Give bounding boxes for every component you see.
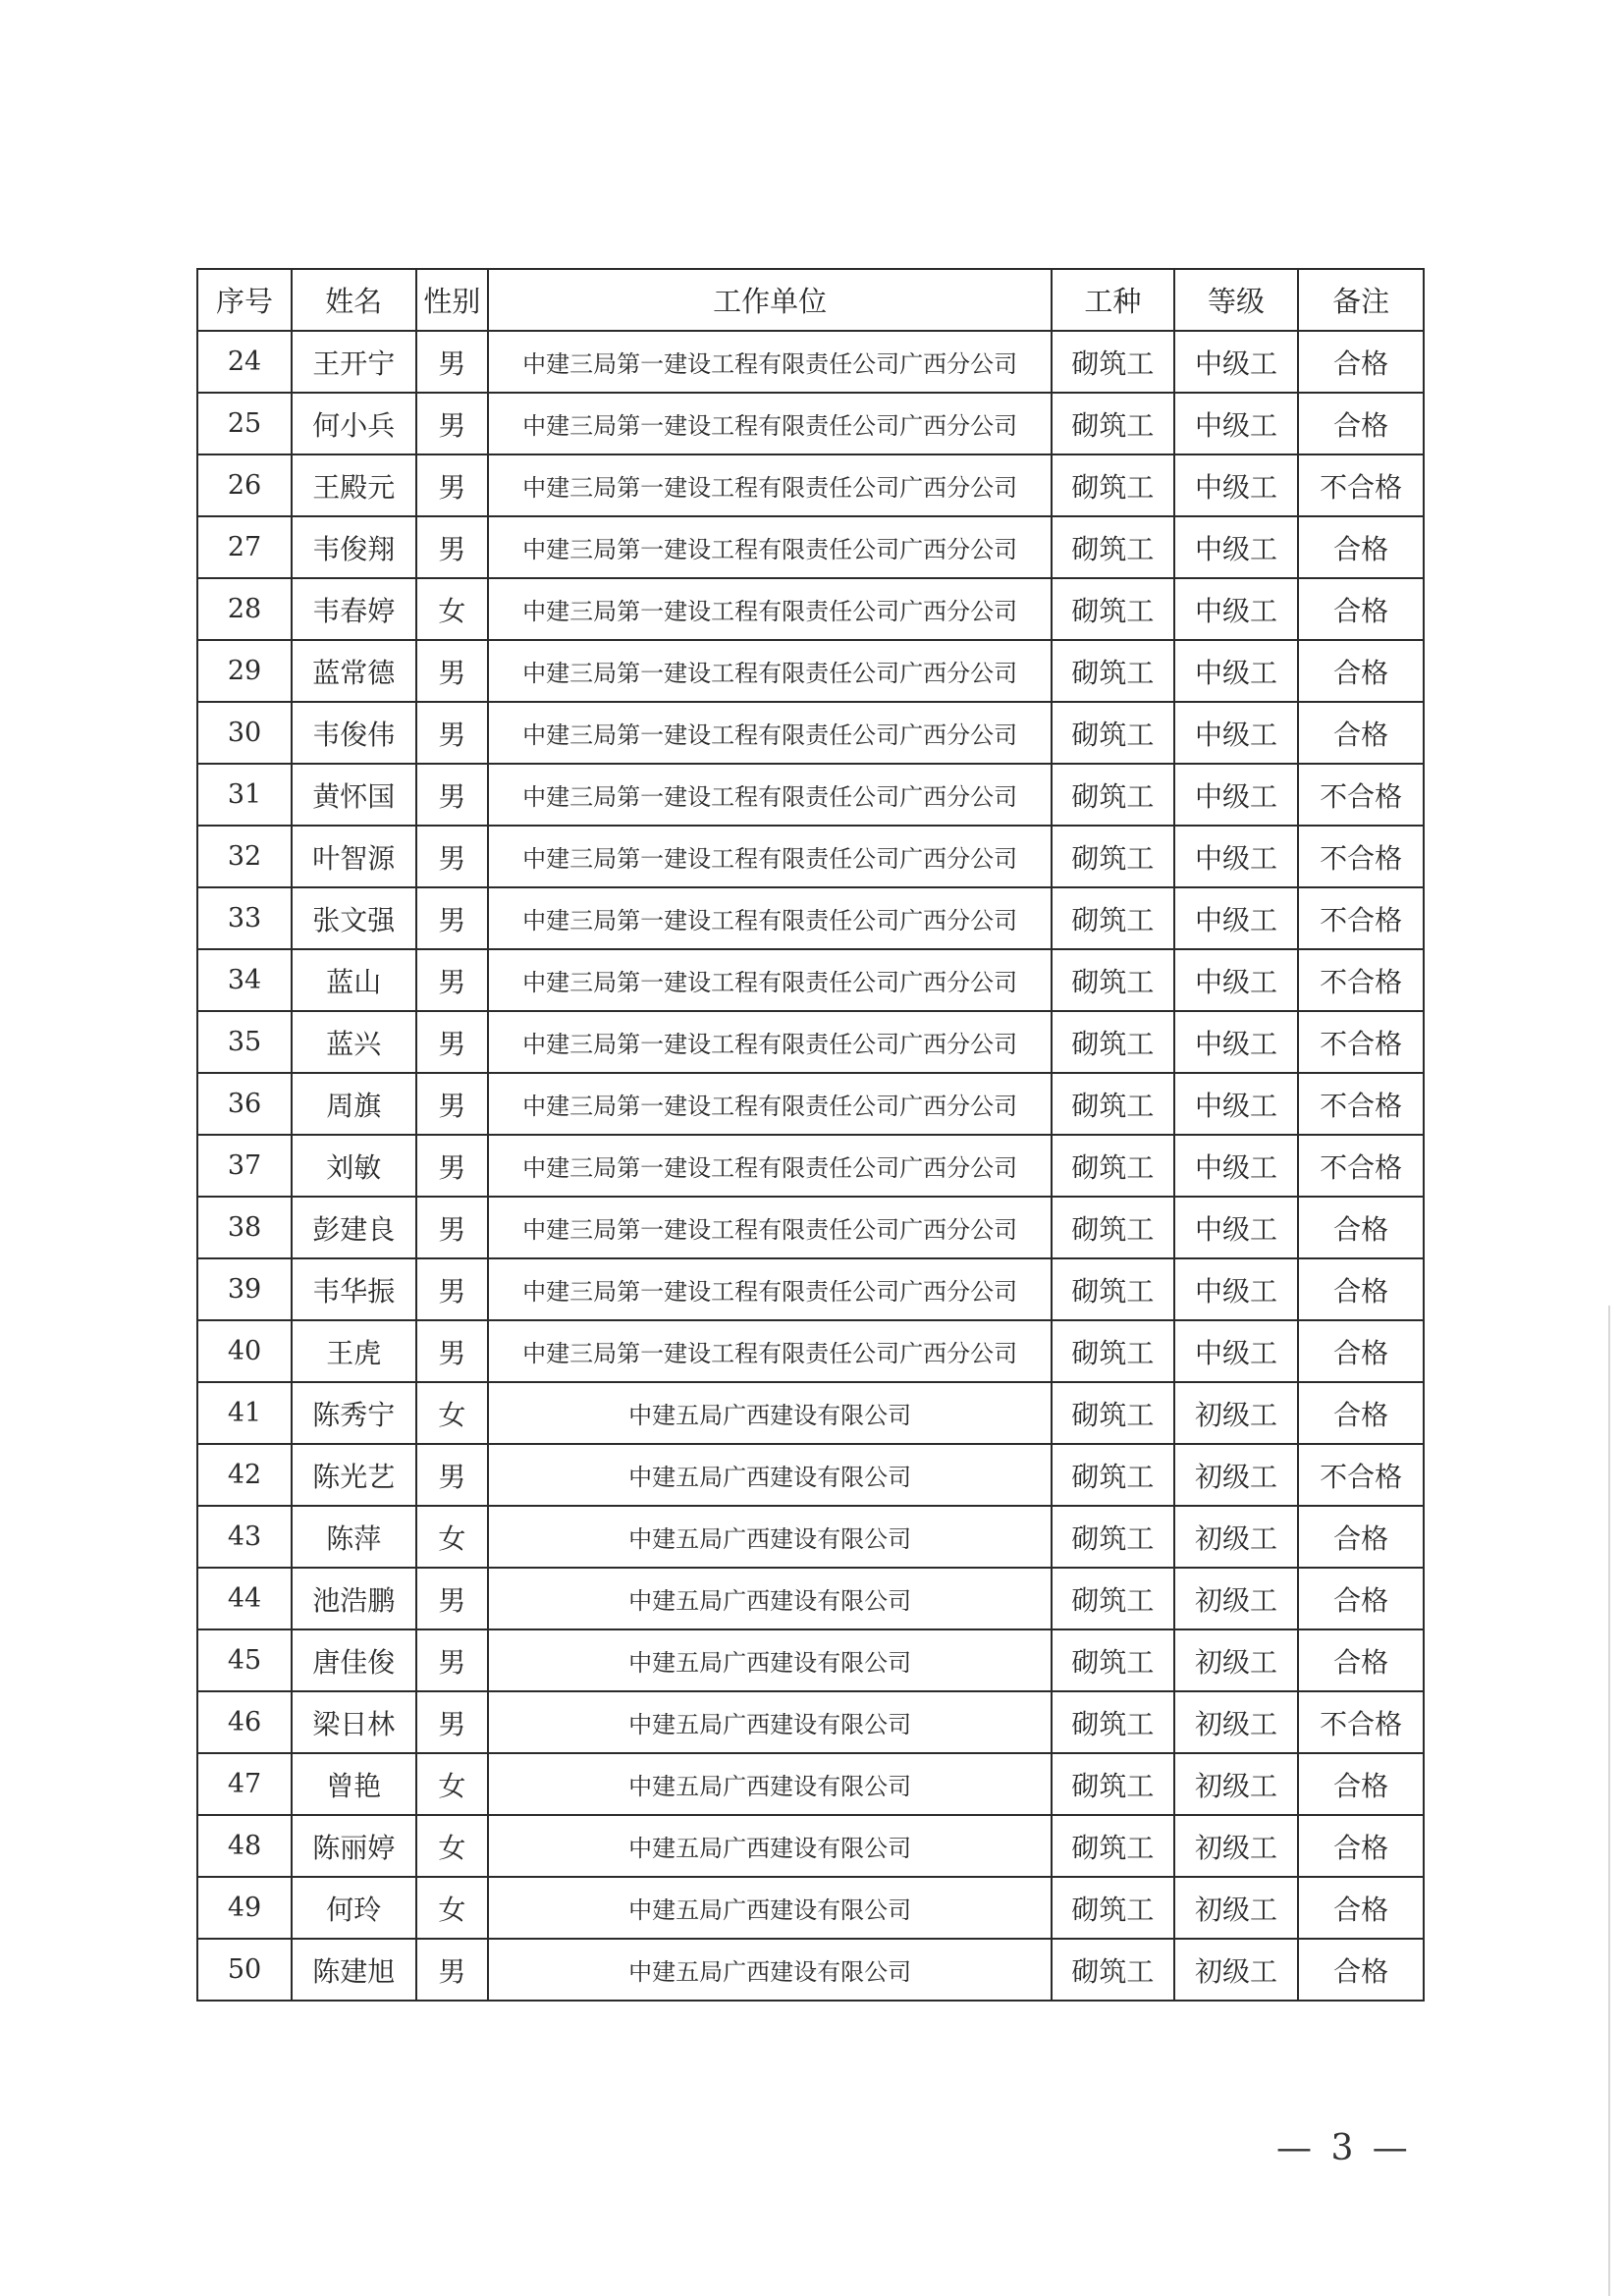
cell-employer: 中建三局第一建设工程有限责任公司广西分公司: [488, 516, 1052, 578]
cell-gender: 女: [416, 1753, 489, 1815]
cell-seq: 24: [197, 331, 292, 393]
table-row: [197, 1197, 1424, 1258]
cell-remark: 合格: [1298, 1815, 1424, 1877]
cell-level: 中级工: [1174, 1011, 1299, 1073]
cell-gender: 女: [416, 1877, 489, 1939]
cell-trade: 砌筑工: [1052, 887, 1174, 949]
cell-name: 池浩鹏: [292, 1568, 416, 1629]
cell-remark: 合格: [1298, 702, 1424, 764]
cell-employer: 中建三局第一建设工程有限责任公司广西分公司: [488, 702, 1052, 764]
table-row: [197, 1753, 1424, 1815]
header-seq: 序号: [197, 269, 292, 331]
results-table-container: [196, 268, 1425, 2002]
cell-gender: 女: [416, 1815, 489, 1877]
table-row: [197, 1506, 1424, 1568]
cell-level: 初级工: [1174, 1877, 1299, 1939]
cell-employer: 中建五局广西建设有限公司: [488, 1691, 1052, 1753]
cell-name: 何小兵: [292, 393, 416, 454]
cell-remark: 不合格: [1298, 1135, 1424, 1197]
cell-seq: 38: [197, 1197, 292, 1258]
cell-level: 初级工: [1174, 1444, 1299, 1506]
cell-employer: 中建五局广西建设有限公司: [488, 1568, 1052, 1629]
cell-level: 中级工: [1174, 454, 1299, 516]
cell-employer: 中建五局广西建设有限公司: [488, 1506, 1052, 1568]
cell-gender: 男: [416, 1197, 489, 1258]
cell-trade: 砌筑工: [1052, 516, 1174, 578]
cell-gender: 女: [416, 1382, 489, 1444]
results-table: [196, 268, 1425, 2002]
table-row: [197, 702, 1424, 764]
cell-remark: 合格: [1298, 1320, 1424, 1382]
cell-trade: 砌筑工: [1052, 949, 1174, 1011]
cell-seq: 33: [197, 887, 292, 949]
cell-remark: 不合格: [1298, 454, 1424, 516]
cell-level: 中级工: [1174, 1073, 1299, 1135]
cell-employer: 中建三局第一建设工程有限责任公司广西分公司: [488, 826, 1052, 887]
cell-name: 韦春婷: [292, 578, 416, 640]
cell-level: 初级工: [1174, 1815, 1299, 1877]
table-row: [197, 1258, 1424, 1320]
cell-remark: 合格: [1298, 1258, 1424, 1320]
cell-remark: 不合格: [1298, 826, 1424, 887]
header-trade: 工种: [1052, 269, 1174, 331]
cell-name: 张文强: [292, 887, 416, 949]
cell-level: 中级工: [1174, 1135, 1299, 1197]
header-gender: 性别: [416, 269, 489, 331]
cell-remark: 不合格: [1298, 764, 1424, 826]
cell-trade: 砌筑工: [1052, 1568, 1174, 1629]
table-row: [197, 887, 1424, 949]
cell-gender: 男: [416, 826, 489, 887]
header-remark: 备注: [1298, 269, 1424, 331]
cell-seq: 37: [197, 1135, 292, 1197]
cell-gender: 男: [416, 393, 489, 454]
cell-level: 中级工: [1174, 516, 1299, 578]
cell-employer: 中建三局第一建设工程有限责任公司广西分公司: [488, 1258, 1052, 1320]
cell-trade: 砌筑工: [1052, 1877, 1174, 1939]
cell-trade: 砌筑工: [1052, 1753, 1174, 1815]
cell-gender: 男: [416, 1691, 489, 1753]
cell-name: 韦俊翔: [292, 516, 416, 578]
cell-remark: 不合格: [1298, 949, 1424, 1011]
cell-trade: 砌筑工: [1052, 1320, 1174, 1382]
table-header: [197, 269, 1424, 331]
cell-name: 梁日林: [292, 1691, 416, 1753]
cell-remark: 合格: [1298, 393, 1424, 454]
cell-gender: 女: [416, 1506, 489, 1568]
cell-employer: 中建三局第一建设工程有限责任公司广西分公司: [488, 640, 1052, 702]
cell-gender: 男: [416, 640, 489, 702]
cell-name: 韦俊伟: [292, 702, 416, 764]
cell-seq: 46: [197, 1691, 292, 1753]
cell-level: 中级工: [1174, 640, 1299, 702]
cell-level: 中级工: [1174, 578, 1299, 640]
cell-trade: 砌筑工: [1052, 1073, 1174, 1135]
cell-trade: 砌筑工: [1052, 1691, 1174, 1753]
cell-gender: 男: [416, 1135, 489, 1197]
table-row: [197, 640, 1424, 702]
cell-remark: 合格: [1298, 578, 1424, 640]
table-row: [197, 949, 1424, 1011]
cell-employer: 中建五局广西建设有限公司: [488, 1815, 1052, 1877]
cell-seq: 48: [197, 1815, 292, 1877]
cell-gender: 男: [416, 1939, 489, 2001]
cell-name: 刘敏: [292, 1135, 416, 1197]
cell-gender: 男: [416, 1320, 489, 1382]
cell-employer: 中建五局广西建设有限公司: [488, 1877, 1052, 1939]
cell-seq: 30: [197, 702, 292, 764]
cell-gender: 男: [416, 1073, 489, 1135]
cell-employer: 中建三局第一建设工程有限责任公司广西分公司: [488, 454, 1052, 516]
cell-name: 韦华振: [292, 1258, 416, 1320]
cell-name: 唐佳俊: [292, 1629, 416, 1691]
cell-remark: 合格: [1298, 1753, 1424, 1815]
cell-remark: 不合格: [1298, 1444, 1424, 1506]
table-row: [197, 1382, 1424, 1444]
cell-employer: 中建五局广西建设有限公司: [488, 1939, 1052, 2001]
cell-trade: 砌筑工: [1052, 1815, 1174, 1877]
cell-gender: 男: [416, 1258, 489, 1320]
cell-name: 陈萍: [292, 1506, 416, 1568]
cell-name: 陈建旭: [292, 1939, 416, 2001]
cell-seq: 47: [197, 1753, 292, 1815]
table-row: [197, 1320, 1424, 1382]
cell-gender: 男: [416, 331, 489, 393]
cell-seq: 40: [197, 1320, 292, 1382]
cell-trade: 砌筑工: [1052, 393, 1174, 454]
table-row: [197, 578, 1424, 640]
cell-level: 中级工: [1174, 764, 1299, 826]
cell-gender: 男: [416, 887, 489, 949]
cell-level: 初级工: [1174, 1506, 1299, 1568]
cell-trade: 砌筑工: [1052, 1135, 1174, 1197]
cell-seq: 39: [197, 1258, 292, 1320]
cell-remark: 合格: [1298, 1382, 1424, 1444]
cell-employer: 中建三局第一建设工程有限责任公司广西分公司: [488, 887, 1052, 949]
table-row: [197, 393, 1424, 454]
cell-remark: 合格: [1298, 1939, 1424, 2001]
cell-seq: 29: [197, 640, 292, 702]
cell-remark: 不合格: [1298, 1691, 1424, 1753]
scan-edge-line: [1608, 1306, 1610, 2296]
cell-name: 王开宁: [292, 331, 416, 393]
table-row: [197, 764, 1424, 826]
cell-trade: 砌筑工: [1052, 1258, 1174, 1320]
cell-level: 初级工: [1174, 1382, 1299, 1444]
cell-employer: 中建三局第一建设工程有限责任公司广西分公司: [488, 1320, 1052, 1382]
table-body: [197, 331, 1424, 2001]
cell-level: 中级工: [1174, 949, 1299, 1011]
header-level: 等级: [1174, 269, 1299, 331]
cell-seq: 32: [197, 826, 292, 887]
cell-seq: 31: [197, 764, 292, 826]
cell-name: 曾艳: [292, 1753, 416, 1815]
cell-remark: 合格: [1298, 1506, 1424, 1568]
table-row: [197, 826, 1424, 887]
cell-gender: 男: [416, 1629, 489, 1691]
cell-seq: 43: [197, 1506, 292, 1568]
cell-trade: 砌筑工: [1052, 1444, 1174, 1506]
cell-name: 蓝山: [292, 949, 416, 1011]
cell-seq: 28: [197, 578, 292, 640]
cell-gender: 男: [416, 1444, 489, 1506]
cell-level: 中级工: [1174, 826, 1299, 887]
cell-seq: 50: [197, 1939, 292, 2001]
cell-seq: 44: [197, 1568, 292, 1629]
cell-gender: 男: [416, 949, 489, 1011]
cell-employer: 中建五局广西建设有限公司: [488, 1629, 1052, 1691]
cell-trade: 砌筑工: [1052, 1506, 1174, 1568]
cell-employer: 中建三局第一建设工程有限责任公司广西分公司: [488, 331, 1052, 393]
cell-employer: 中建三局第一建设工程有限责任公司广西分公司: [488, 764, 1052, 826]
cell-remark: 合格: [1298, 640, 1424, 702]
cell-gender: 女: [416, 578, 489, 640]
table-row: [197, 516, 1424, 578]
header-row: [197, 269, 1424, 331]
cell-seq: 34: [197, 949, 292, 1011]
cell-name: 王殿元: [292, 454, 416, 516]
cell-remark: 合格: [1298, 516, 1424, 578]
table-row: [197, 1011, 1424, 1073]
cell-level: 中级工: [1174, 393, 1299, 454]
table-row: [197, 331, 1424, 393]
cell-trade: 砌筑工: [1052, 1382, 1174, 1444]
cell-remark: 不合格: [1298, 1011, 1424, 1073]
cell-trade: 砌筑工: [1052, 578, 1174, 640]
cell-trade: 砌筑工: [1052, 764, 1174, 826]
cell-seq: 35: [197, 1011, 292, 1073]
cell-level: 中级工: [1174, 1258, 1299, 1320]
cell-seq: 36: [197, 1073, 292, 1135]
cell-name: 蓝常德: [292, 640, 416, 702]
cell-level: 初级工: [1174, 1691, 1299, 1753]
cell-employer: 中建三局第一建设工程有限责任公司广西分公司: [488, 1011, 1052, 1073]
cell-trade: 砌筑工: [1052, 331, 1174, 393]
cell-remark: 合格: [1298, 1629, 1424, 1691]
cell-level: 初级工: [1174, 1629, 1299, 1691]
table-row: [197, 1135, 1424, 1197]
cell-name: 叶智源: [292, 826, 416, 887]
cell-level: 中级工: [1174, 1197, 1299, 1258]
cell-name: 陈秀宁: [292, 1382, 416, 1444]
cell-trade: 砌筑工: [1052, 1011, 1174, 1073]
cell-gender: 男: [416, 1568, 489, 1629]
cell-employer: 中建三局第一建设工程有限责任公司广西分公司: [488, 393, 1052, 454]
cell-employer: 中建三局第一建设工程有限责任公司广西分公司: [488, 1073, 1052, 1135]
cell-level: 中级工: [1174, 331, 1299, 393]
cell-name: 陈光艺: [292, 1444, 416, 1506]
cell-level: 中级工: [1174, 702, 1299, 764]
table-row: [197, 1877, 1424, 1939]
cell-trade: 砌筑工: [1052, 826, 1174, 887]
cell-gender: 男: [416, 764, 489, 826]
cell-name: 陈丽婷: [292, 1815, 416, 1877]
cell-remark: 合格: [1298, 331, 1424, 393]
cell-name: 何玲: [292, 1877, 416, 1939]
table-row: [197, 1815, 1424, 1877]
cell-gender: 男: [416, 516, 489, 578]
cell-trade: 砌筑工: [1052, 454, 1174, 516]
cell-employer: 中建三局第一建设工程有限责任公司广西分公司: [488, 578, 1052, 640]
cell-remark: 合格: [1298, 1568, 1424, 1629]
cell-name: 王虎: [292, 1320, 416, 1382]
cell-trade: 砌筑工: [1052, 1197, 1174, 1258]
cell-name: 蓝兴: [292, 1011, 416, 1073]
table-row: [197, 1691, 1424, 1753]
cell-level: 中级工: [1174, 887, 1299, 949]
cell-level: 初级工: [1174, 1753, 1299, 1815]
cell-trade: 砌筑工: [1052, 1939, 1174, 2001]
table-row: [197, 1073, 1424, 1135]
table-row: [197, 1568, 1424, 1629]
cell-employer: 中建三局第一建设工程有限责任公司广西分公司: [488, 1135, 1052, 1197]
cell-trade: 砌筑工: [1052, 702, 1174, 764]
cell-seq: 25: [197, 393, 292, 454]
cell-employer: 中建五局广西建设有限公司: [488, 1382, 1052, 1444]
cell-remark: 合格: [1298, 1197, 1424, 1258]
cell-level: 中级工: [1174, 1320, 1299, 1382]
header-employer: 工作单位: [488, 269, 1052, 331]
cell-seq: 45: [197, 1629, 292, 1691]
cell-level: 初级工: [1174, 1568, 1299, 1629]
table-row: [197, 454, 1424, 516]
cell-seq: 42: [197, 1444, 292, 1506]
cell-trade: 砌筑工: [1052, 1629, 1174, 1691]
table-row: [197, 1444, 1424, 1506]
table-row: [197, 1939, 1424, 2001]
cell-remark: 不合格: [1298, 1073, 1424, 1135]
cell-name: 彭建良: [292, 1197, 416, 1258]
cell-level: 初级工: [1174, 1939, 1299, 2001]
cell-seq: 41: [197, 1382, 292, 1444]
table-row: [197, 1629, 1424, 1691]
cell-employer: 中建五局广西建设有限公司: [488, 1753, 1052, 1815]
cell-seq: 26: [197, 454, 292, 516]
cell-gender: 男: [416, 1011, 489, 1073]
cell-employer: 中建五局广西建设有限公司: [488, 1444, 1052, 1506]
cell-name: 黄怀国: [292, 764, 416, 826]
page-number: — 3 —: [1276, 2128, 1412, 2168]
cell-seq: 27: [197, 516, 292, 578]
cell-trade: 砌筑工: [1052, 640, 1174, 702]
cell-seq: 49: [197, 1877, 292, 1939]
cell-name: 周旗: [292, 1073, 416, 1135]
cell-gender: 男: [416, 454, 489, 516]
cell-remark: 不合格: [1298, 887, 1424, 949]
header-name: 姓名: [292, 269, 416, 331]
cell-employer: 中建三局第一建设工程有限责任公司广西分公司: [488, 949, 1052, 1011]
cell-remark: 合格: [1298, 1877, 1424, 1939]
cell-employer: 中建三局第一建设工程有限责任公司广西分公司: [488, 1197, 1052, 1258]
cell-gender: 男: [416, 702, 489, 764]
